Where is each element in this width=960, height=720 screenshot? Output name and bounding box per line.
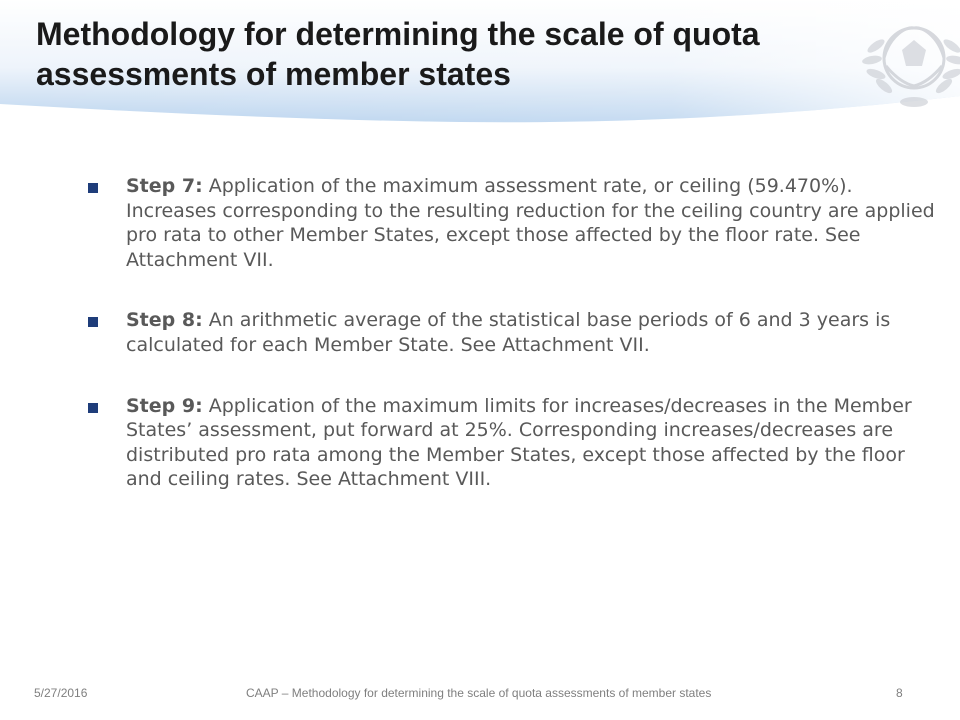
step-label: Step 9: [126,394,203,417]
square-bullet-icon [88,317,98,327]
bullet-step-8 [86,308,936,357]
step-text: An arithmetic average of the statistical base periods of 6 and 3 years is calculated for each Member State. See Attachment VII. [126,309,891,356]
square-bullet-icon [88,403,98,413]
step-text: Application of the maximum limits for increases/decreases in the Member States’ assessment, put forward at 25%. Corresponding increases/decreases are distributed pro rata among the Member States, except those affected by the floor and ceiling rates. See Attachment VIII. [126,394,912,491]
oas-emblem-icon [856,6,960,116]
slide-title: Methodology for determining the scale of quota assessments of member states [36,16,760,92]
bullet-step-9 [86,394,936,492]
bullet-list [86,174,936,528]
step-label: Step 7: [126,175,203,197]
step-text: Application of the maximum assessment rate, or ceiling (59.470%). Increases corresponding to the resulting reduction for the ceiling country are applied pro rata to other Member States, except those affected by the floor rate. See Attachment VII. [126,175,935,271]
square-bullet-icon [88,183,98,193]
step-label: Step 8: [126,309,203,332]
bullet-step-7 [86,174,936,272]
footer-caption: CAAP – Methodology for determining the scale of quota assessments of member states [246,686,712,700]
footer-date: 5/27/2016 [34,686,88,700]
page-number: 8 [896,686,903,700]
